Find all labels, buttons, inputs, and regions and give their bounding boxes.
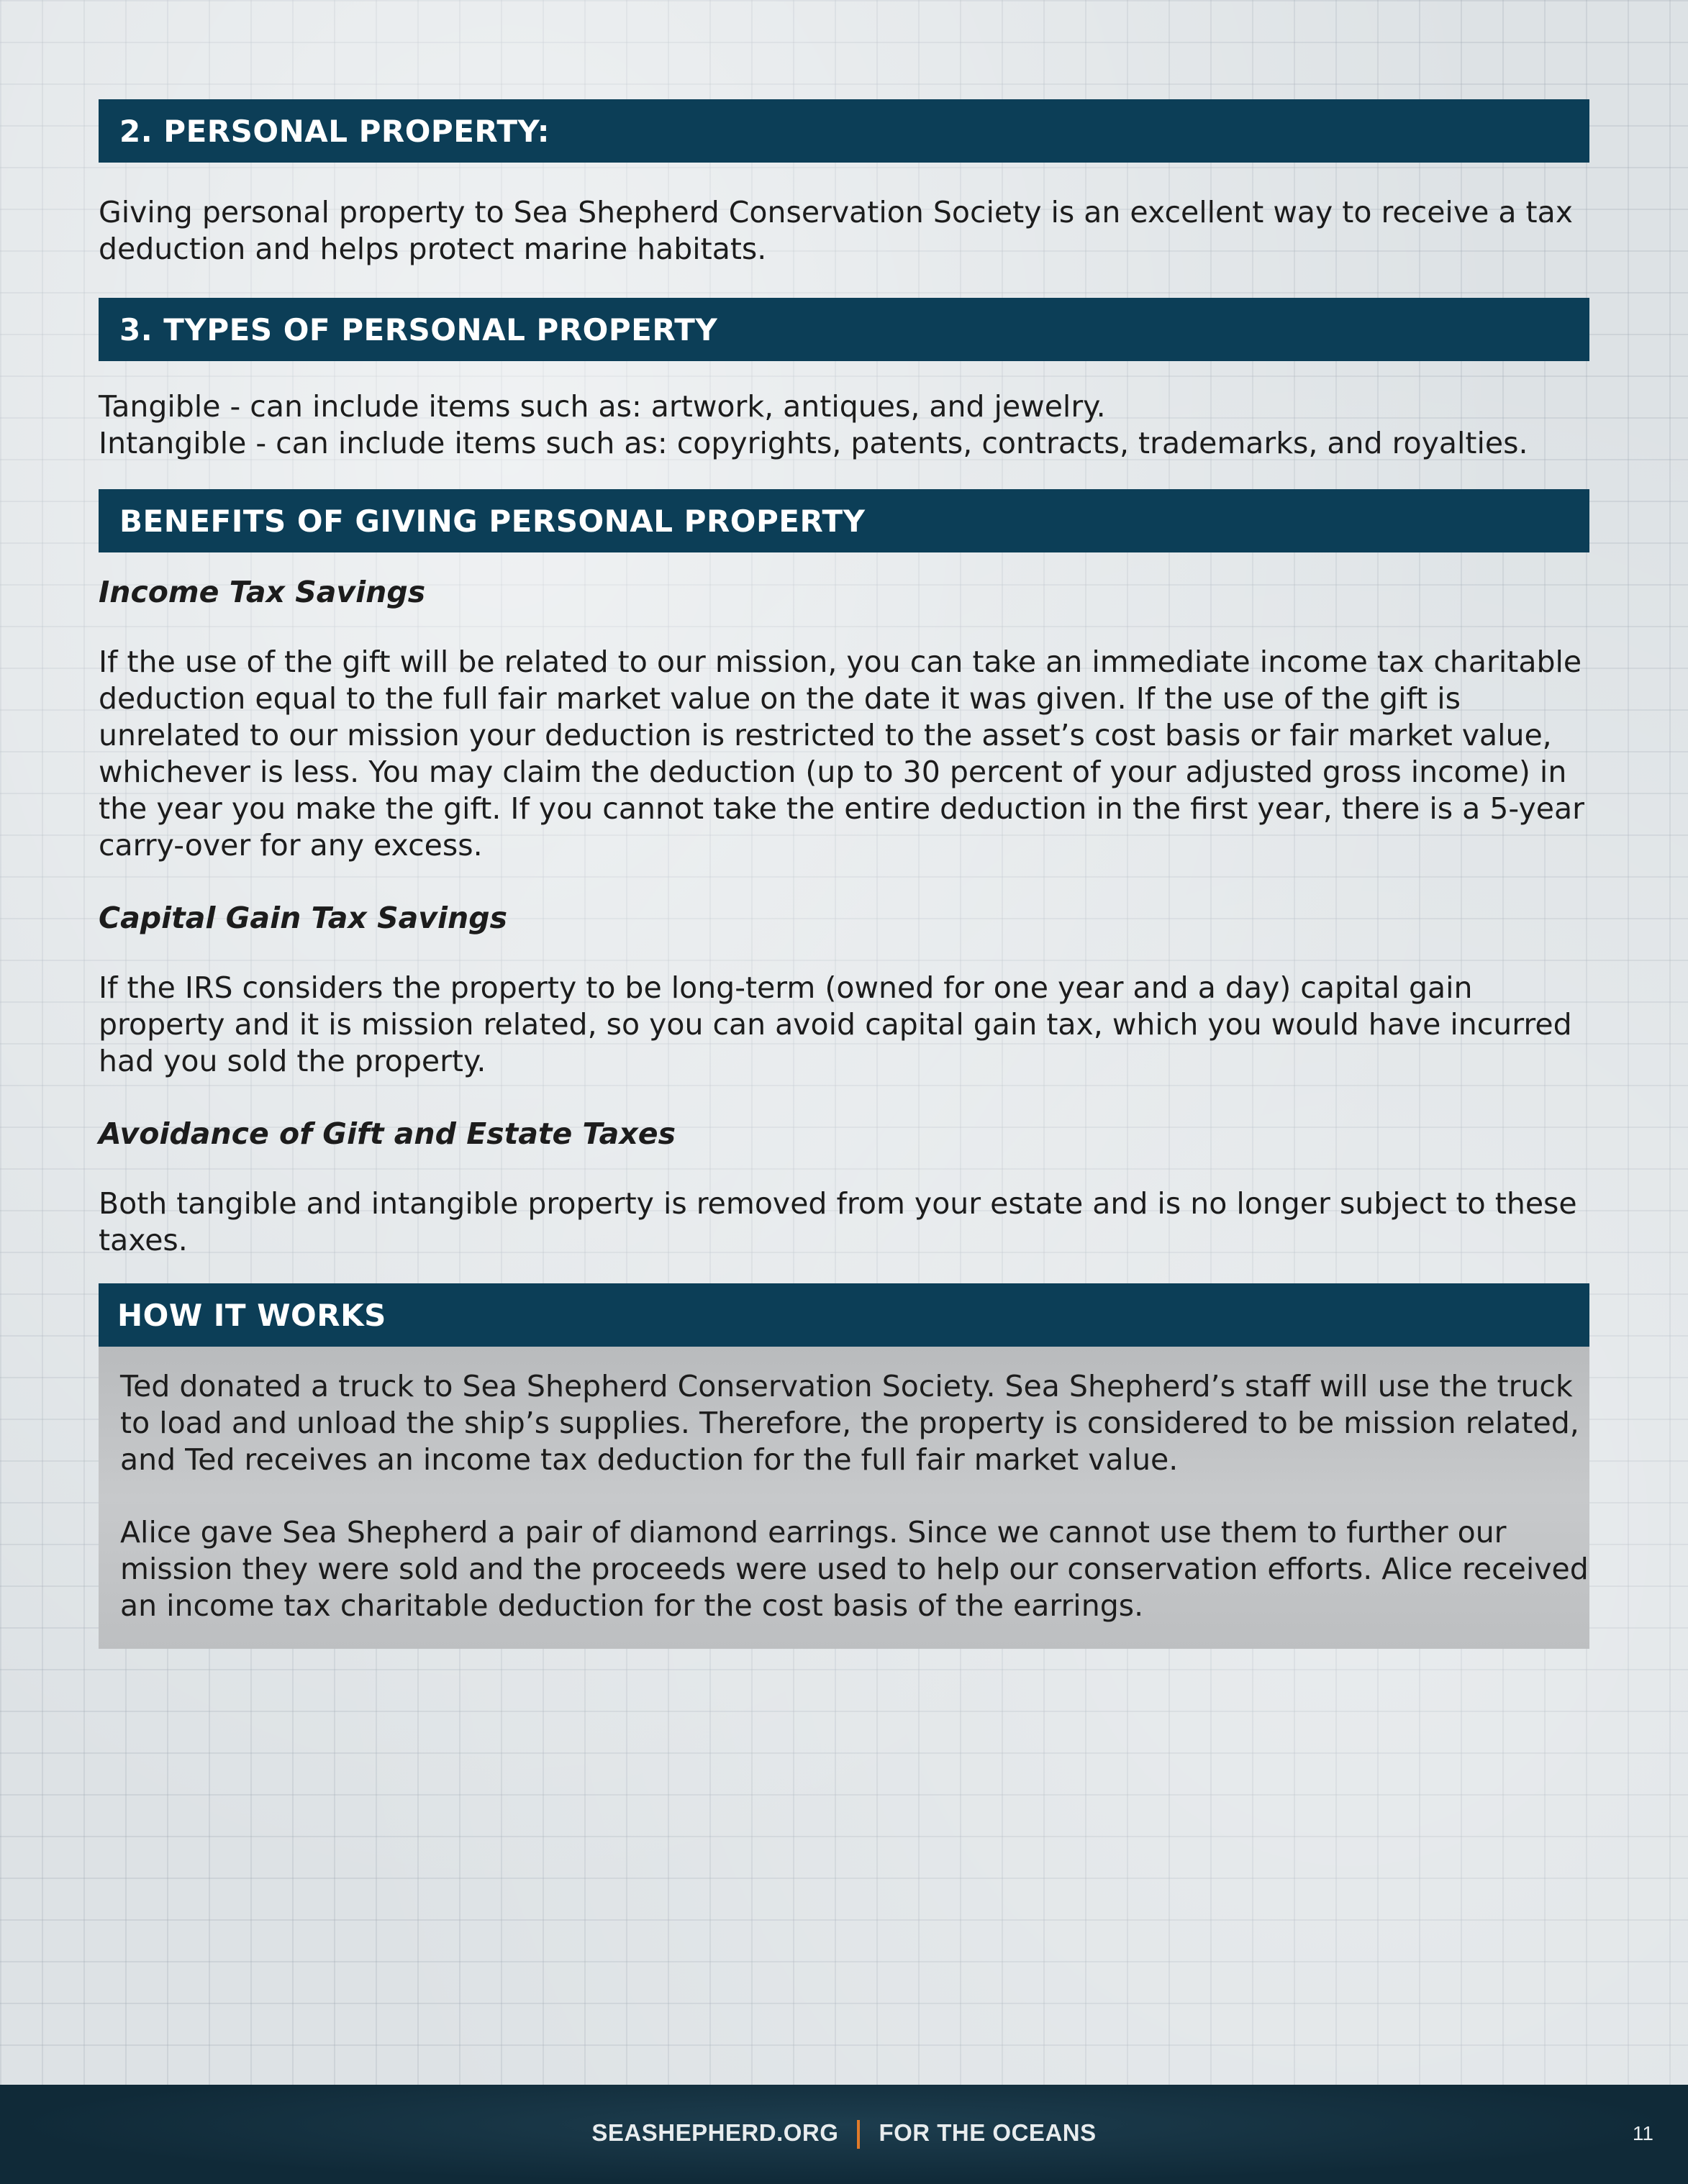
income-tax-body: If the use of the gift will be related to our mission, you can take an immediate income tax charitable deduction equal to the full fair market value on the date it was given. If the use of the gift is unrelated to our mission your deduction is restricted to the asset’s cost basis or fair market value, whichever is less. You may claim the deduction (up to 30 percent of your adjusted gross income) in the year you make the gift. If you cannot take the entire deduction in the first year, there is a 5-year carry-over for any excess. [99,645,1584,863]
footer-site-link[interactable]: SEASHEPHERD.ORG [591,2119,839,2146]
types-intangible: Intangible - can include items such as: copyrights, patents, contracts, trademarks, and royalties. [99,426,1528,460]
page-number: 11 [1632,2122,1653,2144]
how-it-works-box [99,1347,1589,1649]
section-heading-types: 3. TYPES OF PERSONAL PROPERTY [99,298,1589,361]
section-heading-personal-property: 2. PERSONAL PROPERTY: [99,99,1589,163]
page-footer [0,2085,1688,2184]
example-ted: Ted donated a truck to Sea Shepherd Conservation Society. Sea Shepherd’s staff will use the truck to load and unload the ship’s supplies. Therefore, the property is considered to be mission related, and Ted receives an income tax deduction for the full fair market value. [120,1369,1579,1477]
footer-branding [0,2119,1688,2149]
footer-tagline: FOR THE OCEANS [879,2119,1097,2146]
estate-tax-title: Avoidance of Gift and Estate Taxes [99,1116,676,1151]
personal-property-body: Giving personal property to Sea Shepherd Conservation Society is an excellent way to receive a tax deduction and helps protect marine habitats. [99,195,1573,266]
income-tax-title: Income Tax Savings [99,575,426,609]
estate-tax-body: Both tangible and intangible property is removed from your estate and is no longer subject to these taxes. [99,1186,1577,1257]
example-alice: Alice gave Sea Shepherd a pair of diamond earrings. Since we cannot use them to further our mission they were sold and the proceeds were used to help our conservation efforts. Alice received an income tax charitable deduction for the cost basis of the earrings. [120,1515,1589,1623]
capital-gain-body: If the IRS considers the property to be long-term (owned for one year and a day) capital gain property and it is mission related, so you can avoid capital gain tax, which you would have incurred had you sold the property. [99,970,1572,1078]
section-heading-how-it-works: HOW IT WORKS [99,1283,1589,1347]
section-heading-benefits: BENEFITS OF GIVING PERSONAL PROPERTY [99,489,1589,552]
types-tangible: Tangible - can include items such as: artwork, antiques, and jewelry. [99,389,1106,424]
capital-gain-title: Capital Gain Tax Savings [99,901,507,935]
page-content [99,99,1589,1649]
footer-separator [857,2120,860,2149]
